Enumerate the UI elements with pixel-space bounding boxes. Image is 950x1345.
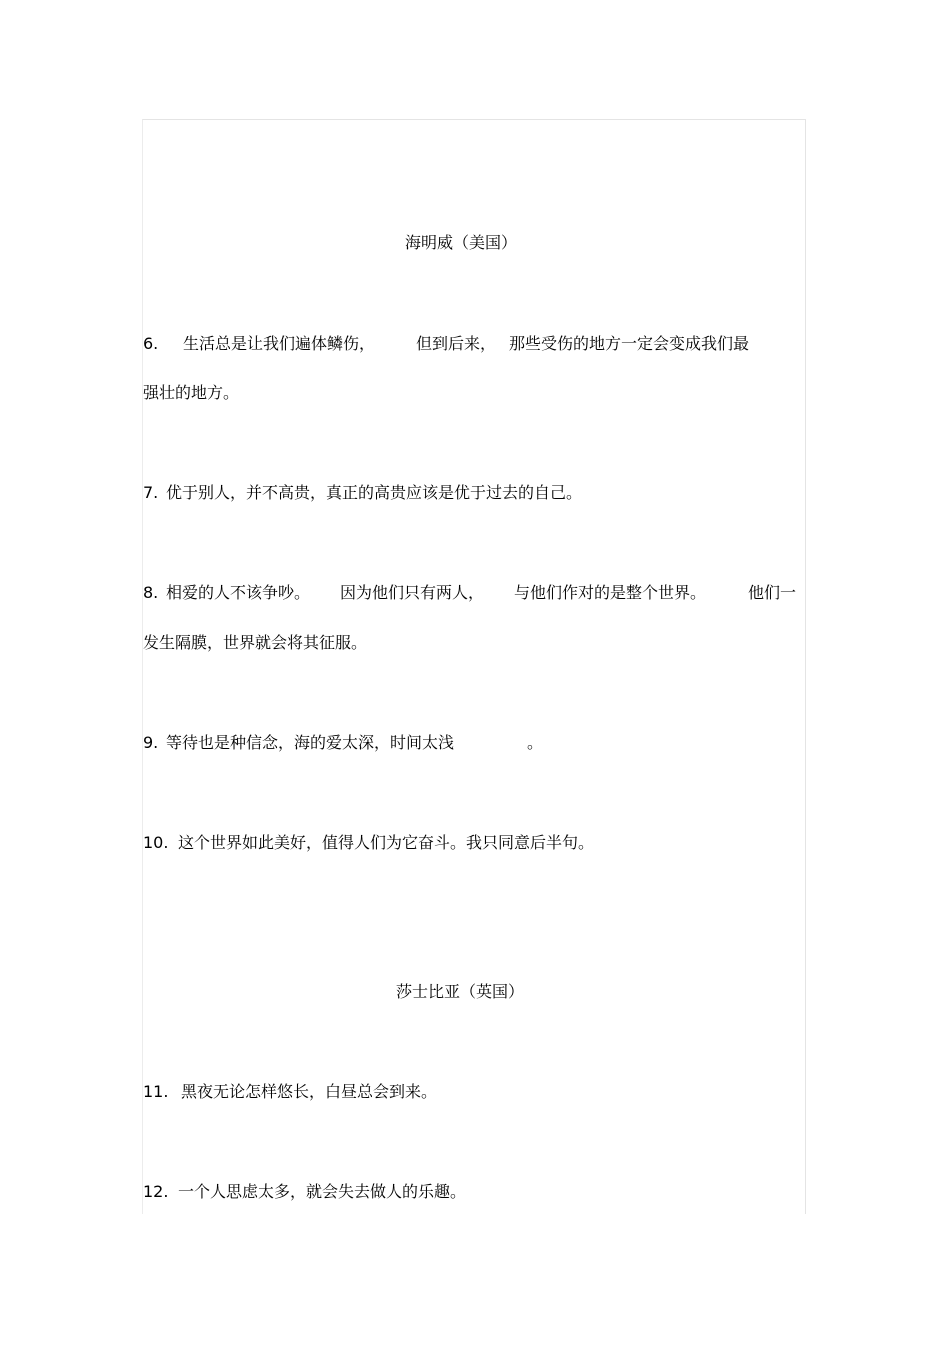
author-heading-shakespeare: 莎士比亚（英国）: [396, 982, 525, 1001]
quote-number: 8.: [143, 583, 159, 602]
quote-number: 10.: [143, 833, 169, 852]
quote-text: 那些受伤的地方一定会变成我们最: [509, 334, 750, 353]
quote-6-line-2: 强壮的地方。: [143, 383, 240, 402]
quote-number: 6.: [143, 334, 159, 353]
quote-text: 优于别人，并不高贵，真正的高贵应该是优于过去的自己。: [166, 483, 583, 502]
quote-12-line-1: [143, 1182, 803, 1202]
quote-text: 生活总是让我们遍体鳞伤，: [183, 334, 376, 353]
quote-text: 。: [527, 733, 544, 752]
quote-text: 相爱的人不该争吵。: [166, 583, 311, 602]
quote-number: 9.: [143, 733, 159, 752]
quote-number: 12.: [143, 1182, 169, 1201]
quote-text: 但到后来，: [416, 334, 497, 353]
quote-text: 这个世界如此美好，值得人们为它奋斗。我只同意后半句。: [178, 833, 595, 852]
quote-text: 因为他们只有两人，: [340, 583, 485, 602]
quote-9-line-1: [143, 733, 803, 753]
quote-8-line-2: 发生隔膜，世界就会将其征服。: [143, 633, 368, 652]
quote-text: 等待也是种信念，海的爱太深，时间太浅: [166, 733, 455, 752]
quote-10-line-1: [143, 833, 803, 853]
quote-text: 一个人思虑太多，就会失去做人的乐趣。: [178, 1182, 467, 1201]
quote-text: 他们一: [748, 583, 797, 602]
quote-8-line-1: [143, 583, 803, 603]
quote-text: 黑夜无论怎样悠长，白昼总会到来。: [181, 1082, 438, 1101]
page-frame: [142, 119, 806, 1214]
quote-6-line-1: [143, 334, 803, 354]
quote-7-line-1: [143, 483, 803, 503]
quote-text: 与他们作对的是整个世界。: [514, 583, 707, 602]
author-heading-hemingway: 海明威（美国）: [405, 233, 518, 252]
quote-number: 7.: [143, 483, 159, 502]
quote-number: 11.: [143, 1082, 169, 1101]
quote-11-line-1: [143, 1082, 803, 1102]
